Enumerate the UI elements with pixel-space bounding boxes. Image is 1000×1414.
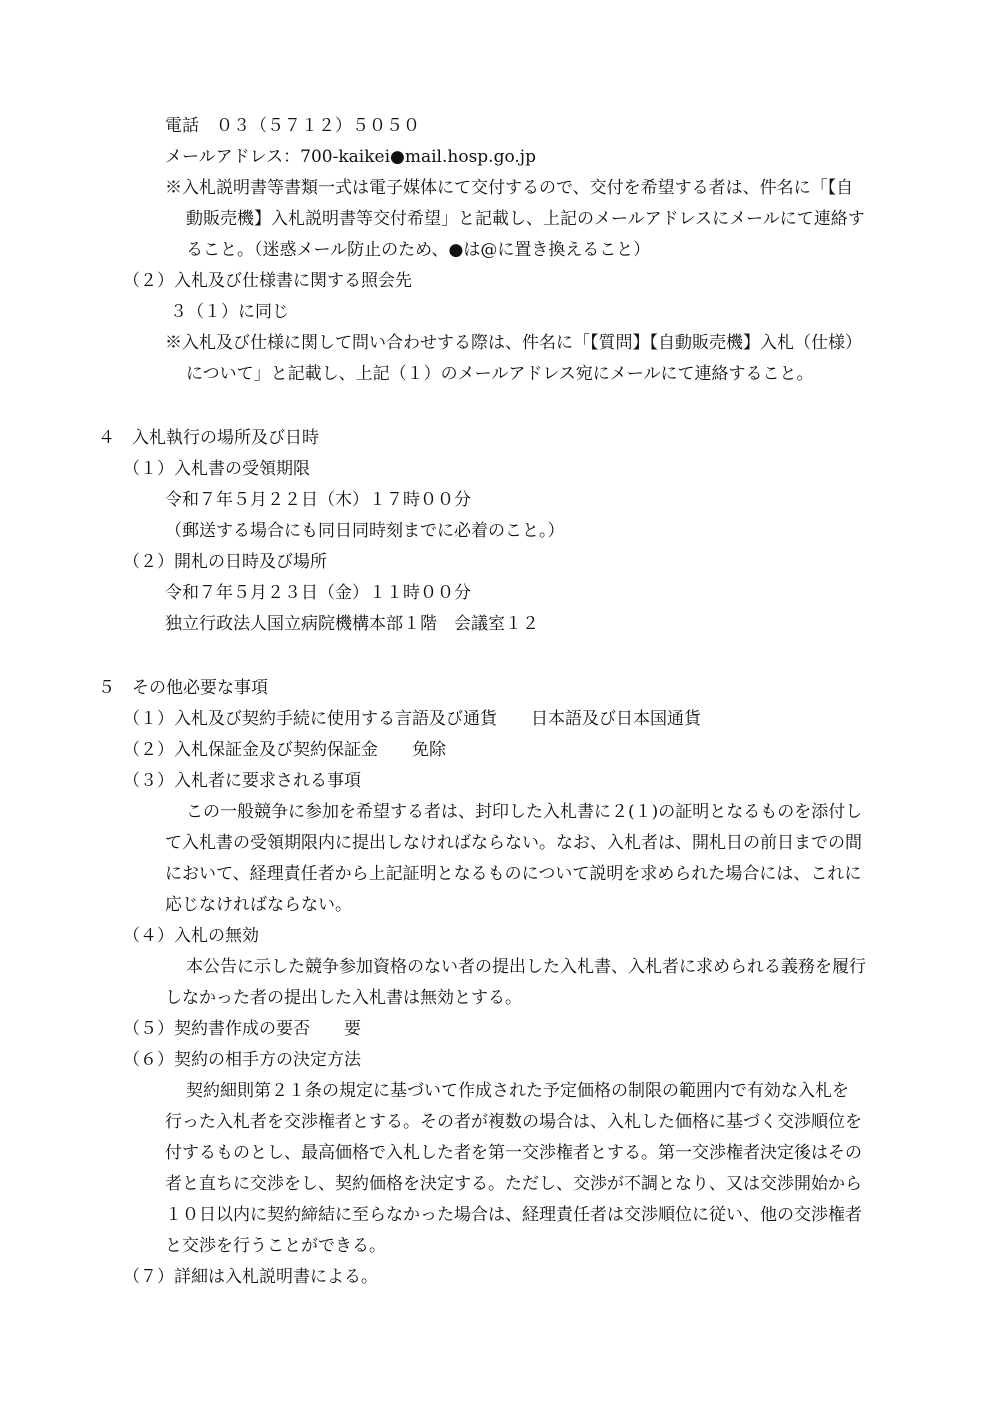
- opening-place: 独立行政法人国立病院機構本部１階 会議室１２: [165, 614, 539, 634]
- distribution-note-line: ※入札説明書等書類一式は電子媒体にて交付するので、交付を希望する者は、件名に「【自: [165, 178, 854, 198]
- section-heading: ４ 入札執行の場所及び日時: [98, 428, 319, 448]
- item-text: （７）詳細は入札説明書による。: [123, 1267, 378, 1287]
- inquiry-note-line: について」と記載し、上記（１）のメールアドレス宛にメールにて連絡すること。: [186, 364, 814, 384]
- contact-email: メールアドレス：700-kaikei●mail.hosp.go.jp: [165, 147, 536, 167]
- section-heading: ５ その他必要な事項: [98, 678, 268, 698]
- item-heading: （１）入札書の受領期限: [123, 459, 310, 479]
- paragraph-line: この一般競争に参加を希望する者は、封印した入札書に２(１)の証明となるものを添付し: [186, 802, 863, 822]
- paragraph-line: しなかった者の提出した入札書は無効とする。: [165, 988, 522, 1008]
- paragraph-line: 応じなければならない。: [165, 895, 352, 915]
- item-heading: （２）開札の日時及び場所: [123, 552, 327, 572]
- item-text: （５）契約書作成の要否 要: [123, 1019, 361, 1039]
- item-heading: （４）入札の無効: [123, 926, 259, 946]
- paragraph-line: において、経理責任者から上記証明となるものについて説明を求められた場合には、これに: [165, 864, 862, 884]
- mail-note: （郵送する場合にも同日同時刻までに必着のこと。）: [165, 521, 565, 541]
- opening-date: 令和７年５月２３日（金）１１時００分: [165, 583, 471, 603]
- deadline-date: 令和７年５月２２日（木）１７時００分: [165, 490, 471, 510]
- inquiry-note-line: ※入札及び仕様に関して問い合わせする際は、件名に「【質問】【自動販売機】入札（仕様）: [165, 333, 862, 353]
- paragraph-line: 付するものとし、最高価格で入札した者を第一交渉権者とする。第一交渉権者決定後はその: [165, 1143, 862, 1163]
- paragraph-line: 者と直ちに交渉をし、契約価格を決定する。ただし、交渉が不調となり、又は交渉開始から: [165, 1174, 862, 1194]
- item-heading: （３）入札者に要求される事項: [123, 771, 361, 791]
- paragraph-line: 本公告に示した競争参加資格のない者の提出した入札書、入札者に求められる義務を履行: [186, 957, 866, 977]
- item-text: （２）入札保証金及び契約保証金 免除: [123, 740, 446, 760]
- item-text: ３（１）に同じ: [170, 302, 289, 322]
- item-text: （１）入札及び契約手続に使用する言語及び通貨 日本語及び日本国通貨: [123, 709, 701, 729]
- paragraph-line: 契約細則第２１条の規定に基づいて作成された予定価格の制限の範囲内で有効な入札を: [186, 1081, 849, 1101]
- contact-phone: 電話 ０３（５７１２）５０５０: [165, 116, 420, 136]
- paragraph-line: １０日以内に契約締結に至らなかった場合は、経理責任者は交渉順位に従い、他の交渉権者: [165, 1205, 862, 1225]
- paragraph-line: 行った入札者を交渉権者とする。その者が複数の場合は、入札した価格に基づく交渉順位を: [165, 1112, 862, 1132]
- item-heading: （６）契約の相手方の決定方法: [123, 1050, 361, 1070]
- distribution-note-line: ること。（迷惑メール防止のため、●は@に置き換えること）: [186, 240, 651, 260]
- distribution-note-line: 動販売機】入札説明書等交付希望」と記載し、上記のメールアドレスにメールにて連絡す: [186, 209, 865, 229]
- paragraph-line: と交渉を行うことができる。: [165, 1236, 386, 1256]
- item-heading: （２）入札及び仕様書に関する照会先: [123, 271, 412, 291]
- paragraph-line: て入札書の受領期限内に提出しなければならない。なお、入札者は、開札日の前日までの間: [165, 833, 862, 853]
